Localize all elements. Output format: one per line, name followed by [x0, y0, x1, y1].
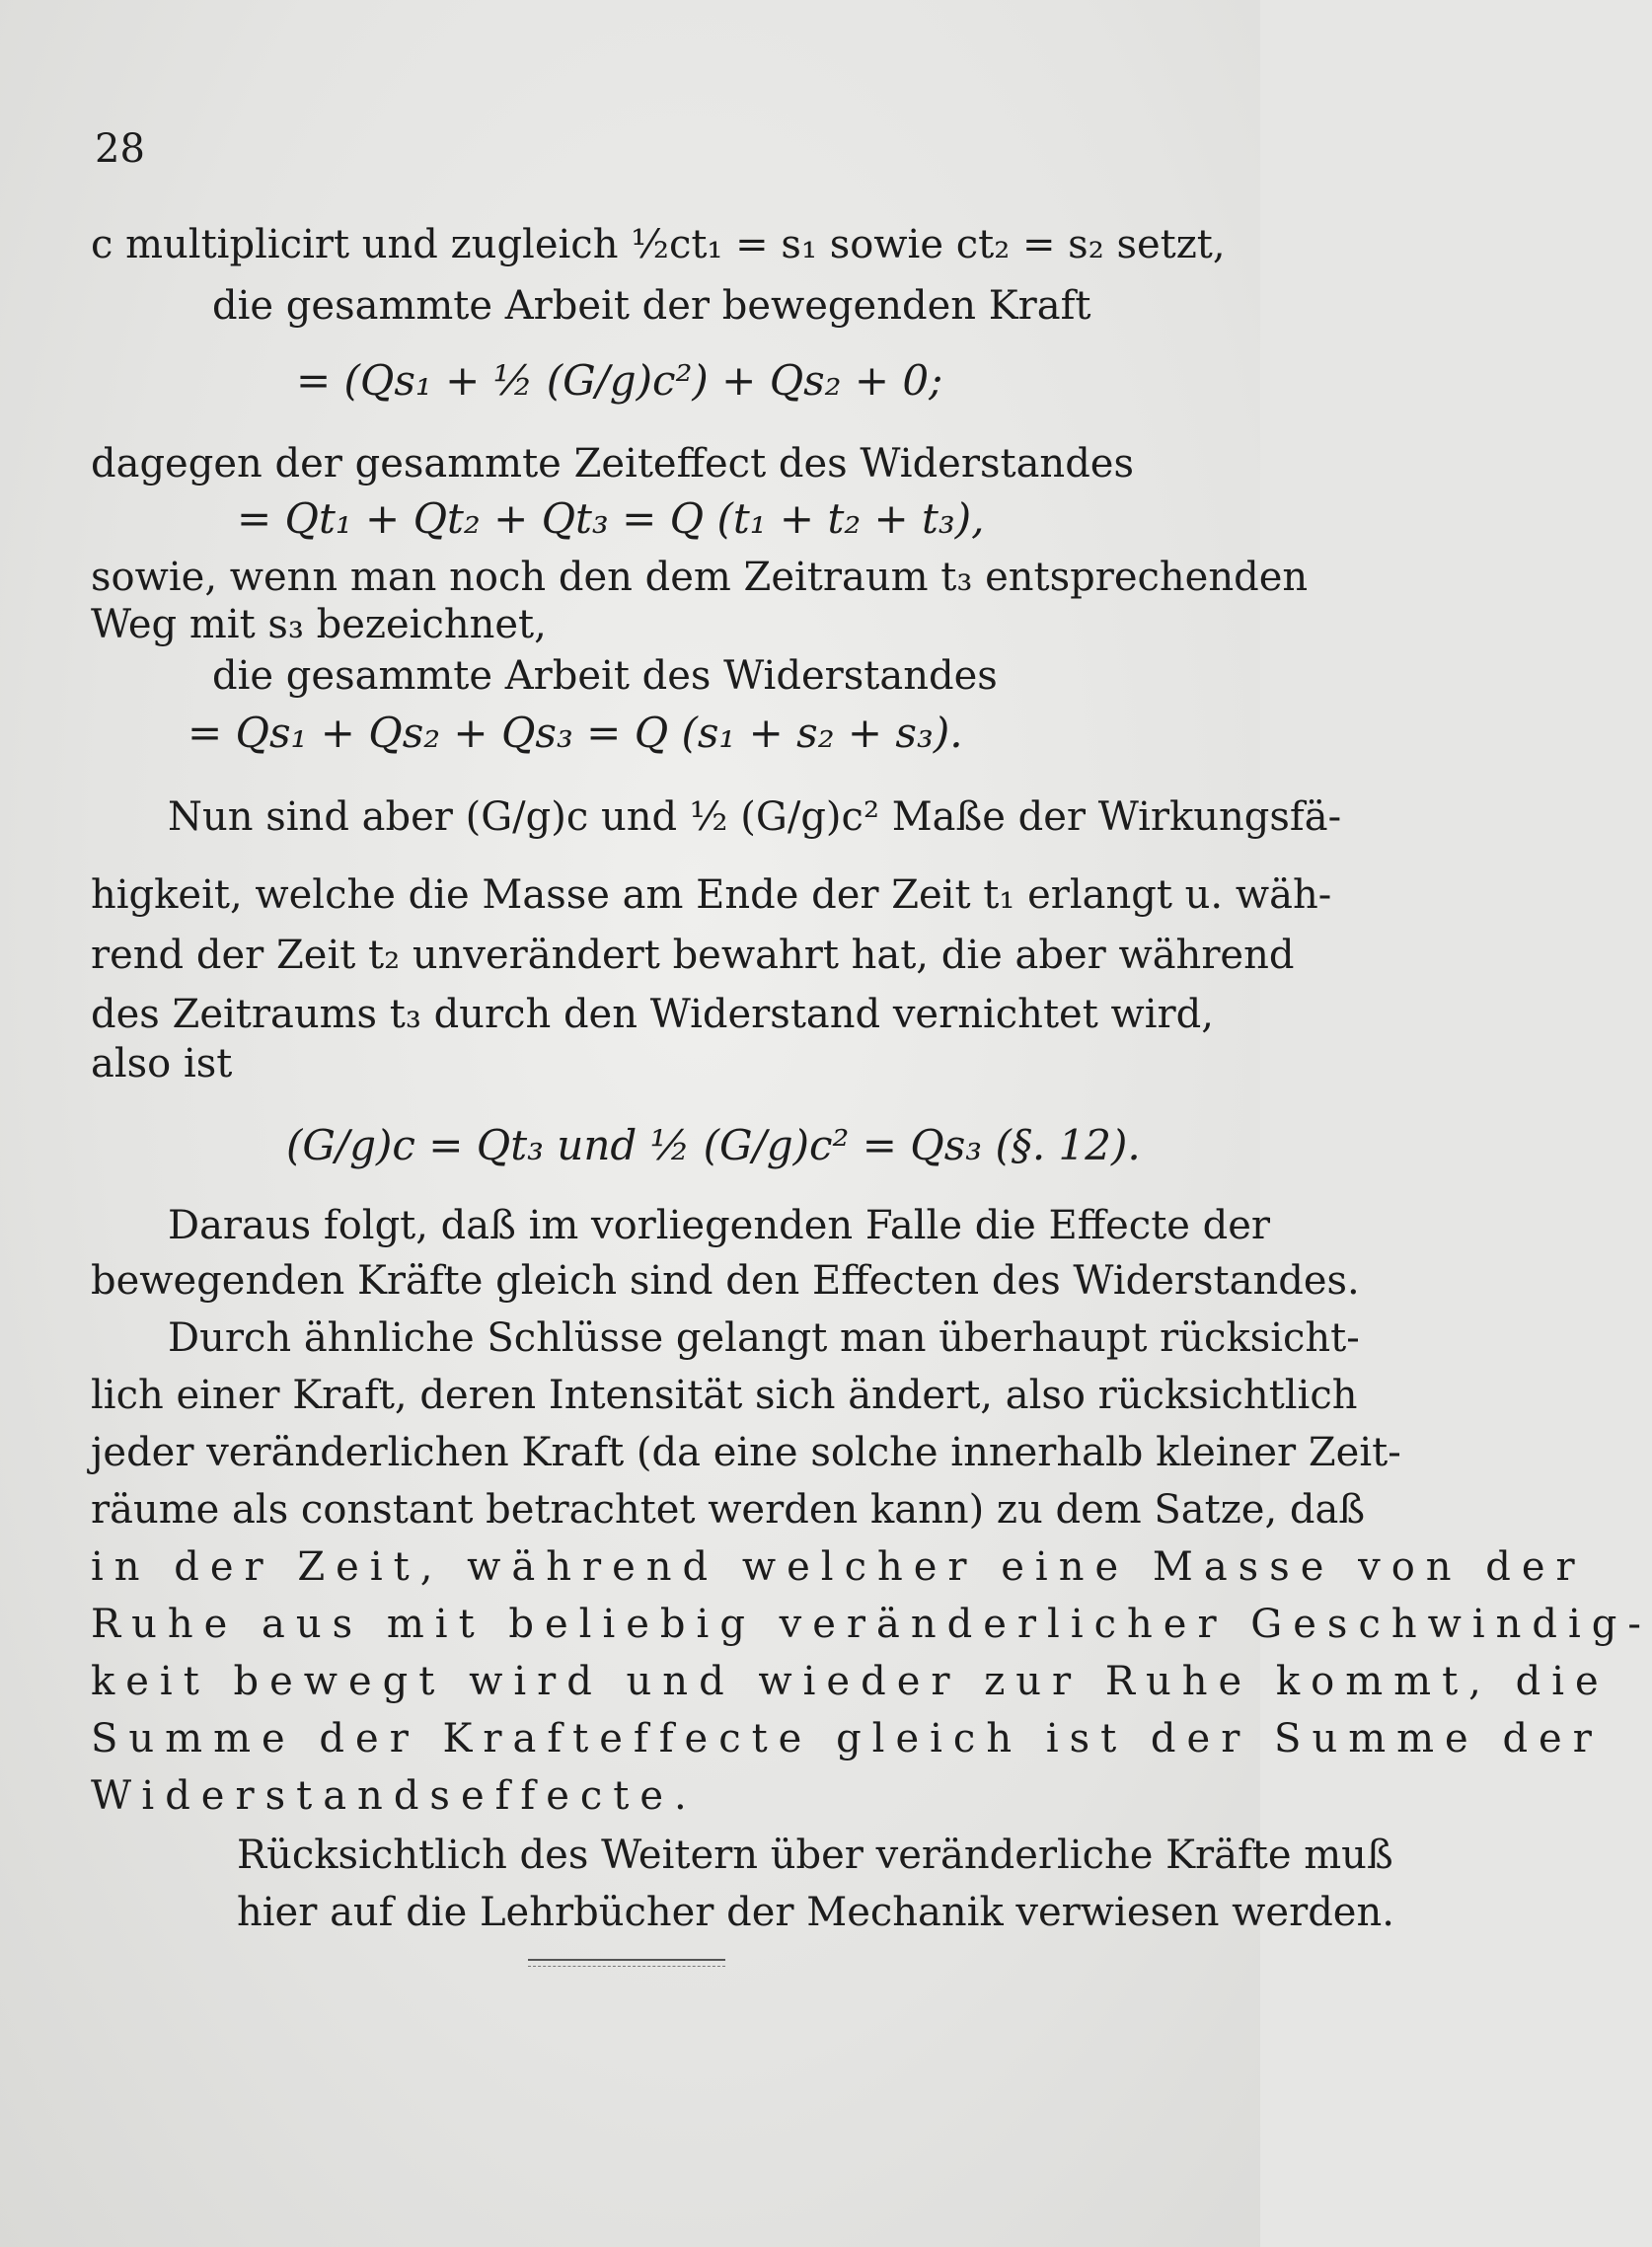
equation-line: = (Qs₁ + ½ (G/g)c²) + Qs₂ + 0; [296, 356, 943, 405]
text-line: jeder veränderlichen Kraft (da eine solche innerhalb kleiner Zeit- [91, 1430, 1401, 1475]
text-line: Nun sind aber (G/g)c und ½ (G/g)c² Maße der Wirkungsfä- [168, 794, 1342, 840]
section-divider [528, 1959, 725, 1967]
text-line: c multiplicirt und zugleich ½ct₁ = s₁ sowie ct₂ = s₂ setzt, [91, 222, 1226, 267]
equation-line: = Qs₁ + Qs₂ + Qs₃ = Q (s₁ + s₂ + s₃). [188, 709, 963, 757]
text-line: sowie, wenn man noch den dem Zeitraum t₃ entsprechenden [91, 555, 1309, 600]
text-line-spaced: Summe der Krafteffecte gleich ist der Summe der [91, 1716, 1603, 1761]
text-line: Weg mit s₃ bezeichnet, [91, 602, 547, 647]
equation-line: (G/g)c = Qt₃ und ½ (G/g)c² = Qs₃ (§. 12). [286, 1121, 1141, 1169]
text-line: räume als constant betrachtet werden kann) zu dem Satze, daß [91, 1487, 1366, 1533]
text-line: Durch ähnliche Schlüsse gelangt man überhaupt rücksicht- [168, 1315, 1360, 1361]
page-number: 28 [95, 126, 145, 172]
text-line-spaced: Widerstandseffecte. [91, 1773, 698, 1819]
text-line: lich einer Kraft, deren Intensität sich ändert, also rücksichtlich [91, 1373, 1358, 1418]
text-line-spaced: keit bewegt wird und wieder zur Ruhe kommt, die [91, 1659, 1610, 1704]
text-line: die gesammte Arbeit der bewegenden Kraft [212, 283, 1091, 329]
text-line: higkeit, welche die Masse am Ende der Zeit t₁ erlangt u. wäh- [91, 872, 1332, 918]
text-line: Rücksichtlich des Weitern über veränderliche Kräfte muß [237, 1833, 1393, 1878]
text-line: also ist [91, 1041, 233, 1086]
text-line-spaced: in der Zeit, während welcher eine Masse von der [91, 1544, 1586, 1590]
text-line: rend der Zeit t₂ unverändert bewahrt hat, die aber während [91, 933, 1295, 978]
text-line: des Zeitraums t₃ durch den Widerstand vernichtet wird, [91, 992, 1214, 1037]
text-line: Daraus folgt, daß im vorliegenden Falle die Effecte der [168, 1203, 1271, 1248]
text-line: bewegenden Kräfte gleich sind den Effecten des Widerstandes. [91, 1258, 1360, 1304]
text-line: dagegen der gesammte Zeiteffect des Widerstandes [91, 441, 1134, 487]
text-line: die gesammte Arbeit des Widerstandes [212, 653, 998, 699]
text-line-spaced: Ruhe aus mit beliebig veränderlicher Geschwindig- [91, 1602, 1652, 1647]
equation-line: = Qt₁ + Qt₂ + Qt₃ = Q (t₁ + t₂ + t₃), [237, 494, 985, 543]
text-line: hier auf die Lehrbücher der Mechanik verwiesen werden. [237, 1890, 1394, 1935]
